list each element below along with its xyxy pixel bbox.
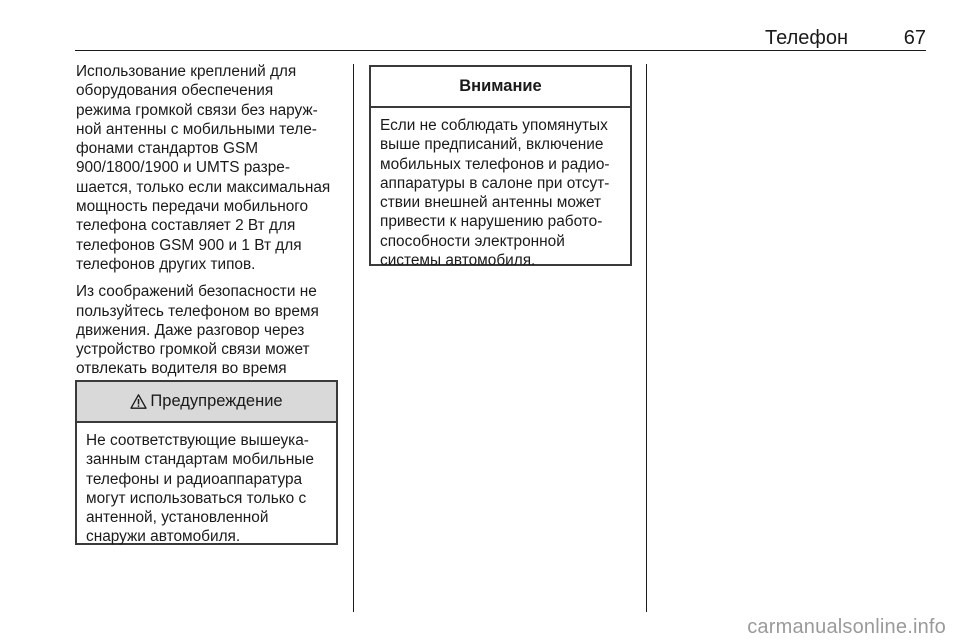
text-line: могут использоваться только с — [86, 489, 307, 507]
text-line: Не соответствующие вышеука- — [86, 432, 309, 449]
column-divider — [646, 64, 647, 612]
text-line: оборудования обеспечения — [76, 82, 274, 100]
text-line: привести к нарушению работо- — [380, 213, 603, 231]
watermark: carmanualsonline.info — [747, 616, 946, 638]
notice-box — [369, 65, 632, 270]
text-line: телефонов других типов. — [76, 255, 256, 273]
text-line: режима громкой связи без наруж- — [76, 101, 318, 119]
text-line: аппаратуры в салоне при отсут- — [380, 174, 610, 192]
section-title: Телефон — [765, 27, 848, 49]
page-header — [75, 26, 926, 50]
notice-box-body — [371, 108, 630, 270]
text-line: ной антенны с мобильными теле- — [76, 120, 317, 138]
warning-box-title: Предупреждение — [150, 392, 283, 410]
page-number: 67 — [903, 27, 926, 49]
notice-box-title: Внимание — [459, 77, 542, 95]
header-rule — [75, 50, 926, 51]
paragraph — [76, 62, 346, 274]
text-line: движения. Даже разговор через — [76, 321, 305, 339]
warning-triangle-icon — [130, 394, 147, 409]
text-line: фонами стандартов GSM — [76, 140, 259, 158]
text-line: Из соображений безопасности не — [76, 283, 317, 301]
warning-box-header — [77, 382, 336, 423]
text-line: 900/1800/1900 и UMTS разре- — [76, 159, 290, 177]
text-line: телефонов GSM 900 и 1 Вт для — [76, 236, 302, 254]
warning-box-body — [77, 423, 336, 547]
notice-box-header — [371, 67, 630, 108]
text-line: мобильных телефонов и радио- — [380, 155, 610, 173]
text-line: занным стандартам мобильные — [86, 451, 314, 469]
text-line: пользуйтесь телефоном во время — [76, 302, 319, 320]
text-line: Использование креплений для — [76, 63, 297, 80]
text-line: Если не соблюдать упомянутых — [380, 117, 608, 134]
text-line: мощность передачи мобильного — [76, 198, 309, 216]
text-line: антенной, установленной — [86, 509, 269, 527]
text-line: шается, только если максимальная — [76, 178, 331, 196]
text-line: телефоны и радиоаппаратура — [86, 470, 303, 488]
warning-box — [75, 380, 338, 545]
column-divider — [353, 64, 354, 612]
text-line: снаружи автомобиля. — [86, 528, 241, 546]
text-line: способности электронной — [380, 232, 565, 250]
text-line: устройство громкой связи может — [76, 341, 310, 359]
text-line: ствии внешней антенны может — [380, 194, 602, 212]
text-line: системы автомобиля. — [380, 252, 536, 270]
left-column — [76, 62, 346, 406]
text-line: телефона составляет 2 Вт для — [76, 217, 296, 235]
text-line: выше предписаний, включение — [380, 136, 604, 154]
text-line: отвлекать водителя во время — [76, 360, 287, 378]
